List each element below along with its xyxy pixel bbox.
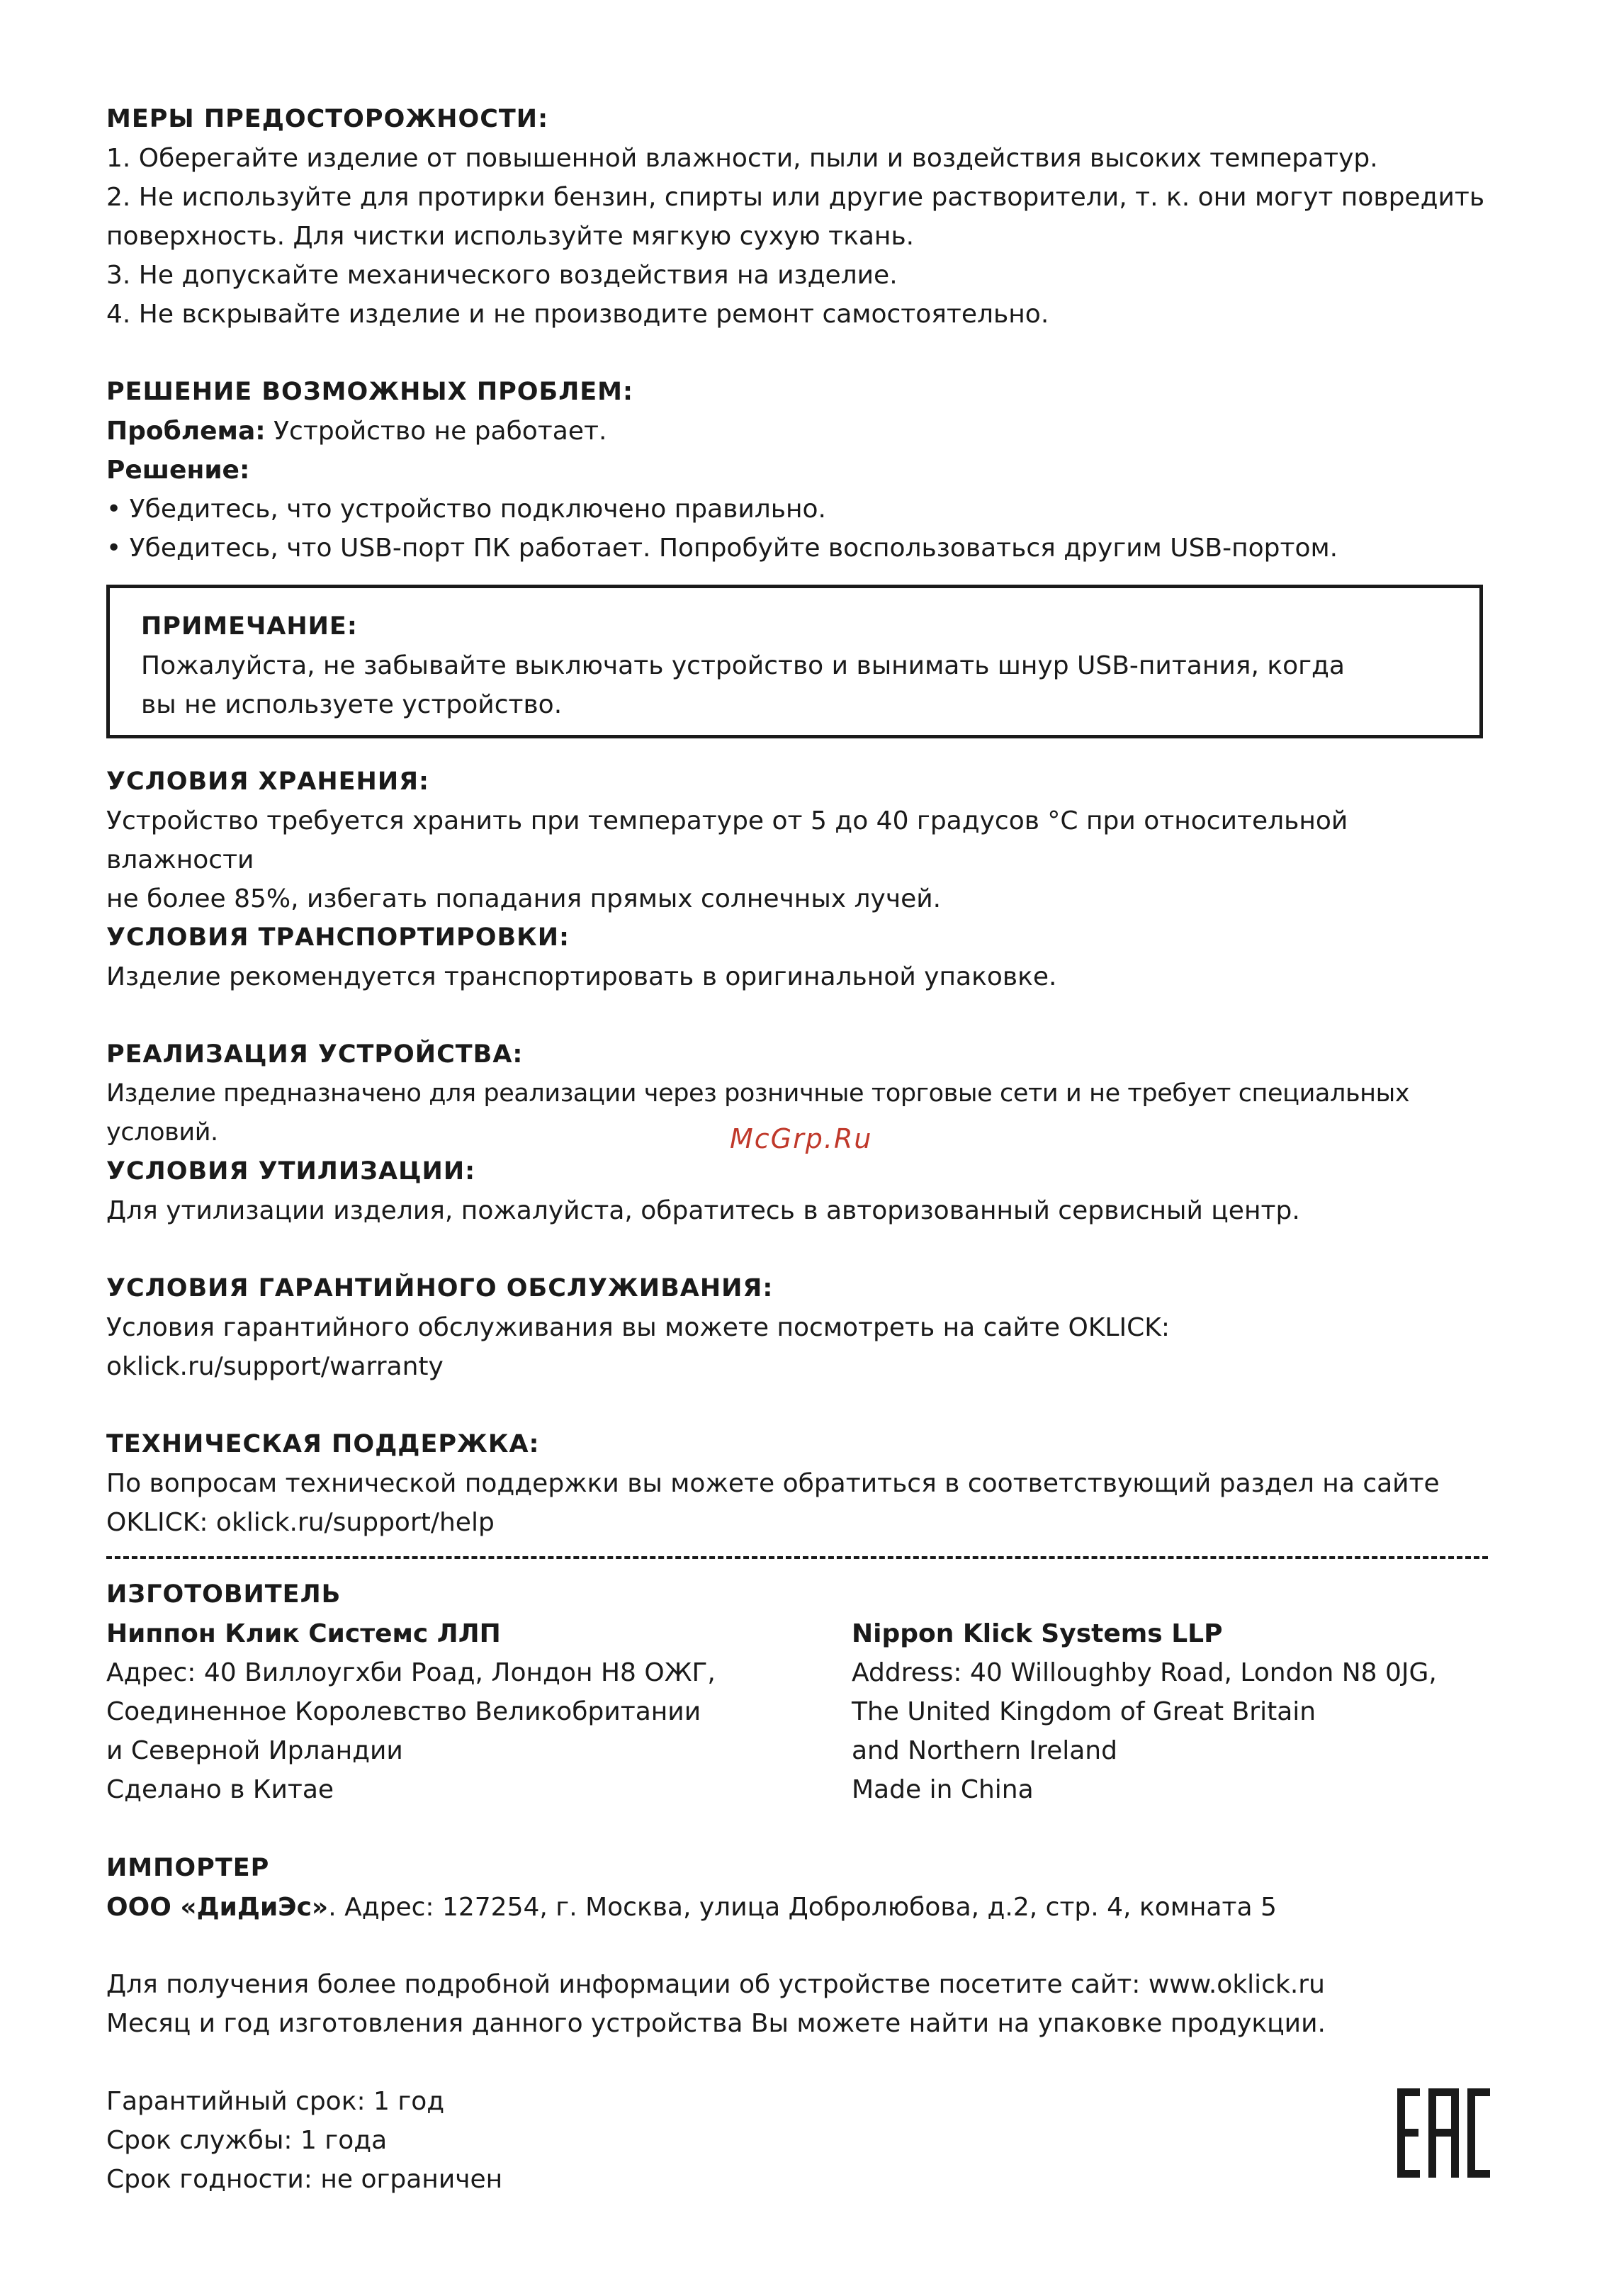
importer-name: ООО «ДиДиЭс» (106, 1893, 329, 1922)
sales-line-1: Изделие предназначено для реализации через розничные торговые сети и не требует специальных условий. (106, 1079, 1410, 1147)
manufacturer-ru (106, 1575, 744, 1809)
note-box (106, 585, 1483, 738)
troubleshooting-section (106, 372, 1488, 568)
problem-line (106, 412, 1488, 451)
precautions-section (106, 99, 1488, 334)
storage-line-1: Устройство требуется хранить при температуре от 5 до 40 градусов °С при относительной влажности (106, 806, 1348, 874)
precautions-title: МЕРЫ ПРЕДОСТОРОЖНОСТИ: (106, 105, 549, 133)
manufacturer-en-line-1: Address: 40 Willoughby Road, London N8 0JG, (852, 1658, 1437, 1687)
note-title: ПРИМЕЧАНИЕ: (141, 612, 358, 641)
importer-line (106, 1888, 1488, 1927)
support-line-1: По вопросам технической поддержки вы можете обратиться в соответствующий раздел на сайте (106, 1469, 1440, 1498)
transport-section (106, 918, 1488, 996)
solution-bullet-1: • Убедитесь, что устройство подключено правильно. (106, 495, 826, 524)
precautions-item-2-cont: поверхность. Для чистки используйте мягкую сухую ткань. (106, 222, 915, 251)
warranty-title: УСЛОВИЯ ГАРАНТИЙНОГО ОБСЛУЖИВАНИЯ: (106, 1274, 774, 1302)
storage-section (106, 762, 1488, 918)
manufacturer-en (852, 1614, 1489, 1809)
storage-title: УСЛОВИЯ ХРАНЕНИЯ: (106, 767, 430, 796)
eac-mark-icon (1396, 2087, 1491, 2179)
info-line-2: Месяц и год изготовления данного устройства Вы можете найти на упаковке продукции. (106, 2009, 1326, 2038)
service-life: Срок службы: 1 года (106, 2126, 388, 2155)
transport-title: УСЛОВИЯ ТРАНСПОРТИРОВКИ: (106, 923, 570, 952)
terms-section (106, 2082, 957, 2199)
manufacturer-ru-line-1: Адрес: 40 Виллоугхби Роад, Лондон Н8 ОЖГ, (106, 1658, 716, 1687)
warranty-section (106, 1268, 1488, 1386)
problem-text: Устройство не работает. (265, 417, 607, 446)
solution-label: Решение: (106, 456, 250, 485)
precautions-item-3: 3. Не допускайте механического воздействия на изделие. (106, 261, 898, 290)
disposal-section (106, 1152, 1488, 1230)
troubleshooting-title: РЕШЕНИЕ ВОЗМОЖНЫХ ПРОБЛЕМ: (106, 378, 634, 406)
transport-line-1: Изделие рекомендуется транспортировать в оригинальной упаковке. (106, 962, 1057, 991)
warranty-period: Гарантийный срок: 1 год (106, 2087, 445, 2116)
precautions-item-2: 2. Не используйте для протирки бензин, спирты или другие растворители, т. к. они могут повредить (106, 183, 1485, 212)
storage-line-2: не более 85%, избегать попадания прямых солнечных лучей. (106, 884, 942, 913)
note-line-2: вы не используете устройство. (141, 690, 563, 719)
manufacturer-ru-line-3: и Северной Ирландии (106, 1736, 403, 1765)
sales-title: РЕАЛИЗАЦИЯ УСТРОЙСТВА: (106, 1040, 524, 1069)
watermark: McGrp.Ru (730, 1123, 873, 1154)
problem-label: Проблема: (106, 417, 266, 446)
support-title: ТЕХНИЧЕСКАЯ ПОДДЕРЖКА: (106, 1430, 540, 1458)
support-line-2: OKLICK: oklick.ru/support/help (106, 1508, 495, 1537)
manufacturer-en-line-2: The United Kingdom of Great Britain (852, 1697, 1316, 1726)
manufacturer-en-line-4: Made in China (852, 1775, 1034, 1804)
precautions-item-4: 4. Не вскрывайте изделие и не производите ремонт самостоятельно. (106, 300, 1049, 329)
manufacturer-ru-line-2: Соединенное Королевство Великобритании (106, 1697, 701, 1726)
importer-section (106, 1848, 1488, 1927)
manufacturer-en-line-3: and Northern Ireland (852, 1736, 1117, 1765)
importer-title: ИМПОРТЕР (106, 1854, 270, 1882)
note-line-1: Пожалуйста, не забывайте выключать устройство и вынимать шнур USB-питания, когда (141, 651, 1345, 680)
solution-bullet-2: • Убедитесь, что USB-порт ПК работает. Попробуйте воспользоваться другим USB-портом. (106, 534, 1338, 563)
disposal-line-1: Для утилизации изделия, пожалуйста, обратитесь в авторизованный сервисный центр. (106, 1196, 1300, 1225)
warranty-line-1: Условия гарантийного обслуживания вы можете посмотреть на сайте OKLICK: (106, 1313, 1170, 1342)
warranty-link: oklick.ru/support/warranty (106, 1352, 444, 1381)
info-section (106, 1965, 1488, 2043)
manufacturer-ru-name: Ниппон Клик Системс ЛЛП (106, 1619, 501, 1648)
eac-mark-text: EAC (1396, 2087, 1397, 2088)
support-section (106, 1424, 1488, 1542)
shelf-life: Срок годности: не ограничен (106, 2165, 503, 2194)
info-line-1: Для получения более подробной информации об устройстве посетите сайт: www.oklick.ru (106, 1970, 1325, 1999)
manufacturer-title: ИЗГОТОВИТЕЛЬ (106, 1580, 342, 1609)
disposal-title: УСЛОВИЯ УТИЛИЗАЦИИ: (106, 1157, 476, 1186)
manufacturer-en-name: Nippon Klick Systems LLP (852, 1619, 1223, 1648)
importer-address: . Адрес: 127254, г. Москва, улица Добролюбова, д.2, стр. 4, комната 5 (328, 1893, 1277, 1922)
manufacturer-ru-line-4: Сделано в Китае (106, 1775, 334, 1804)
precautions-item-1: 1. Оберегайте изделие от повышенной влажности, пыли и воздействия высоких температур. (106, 144, 1378, 173)
dashed-divider (106, 1556, 1488, 1559)
